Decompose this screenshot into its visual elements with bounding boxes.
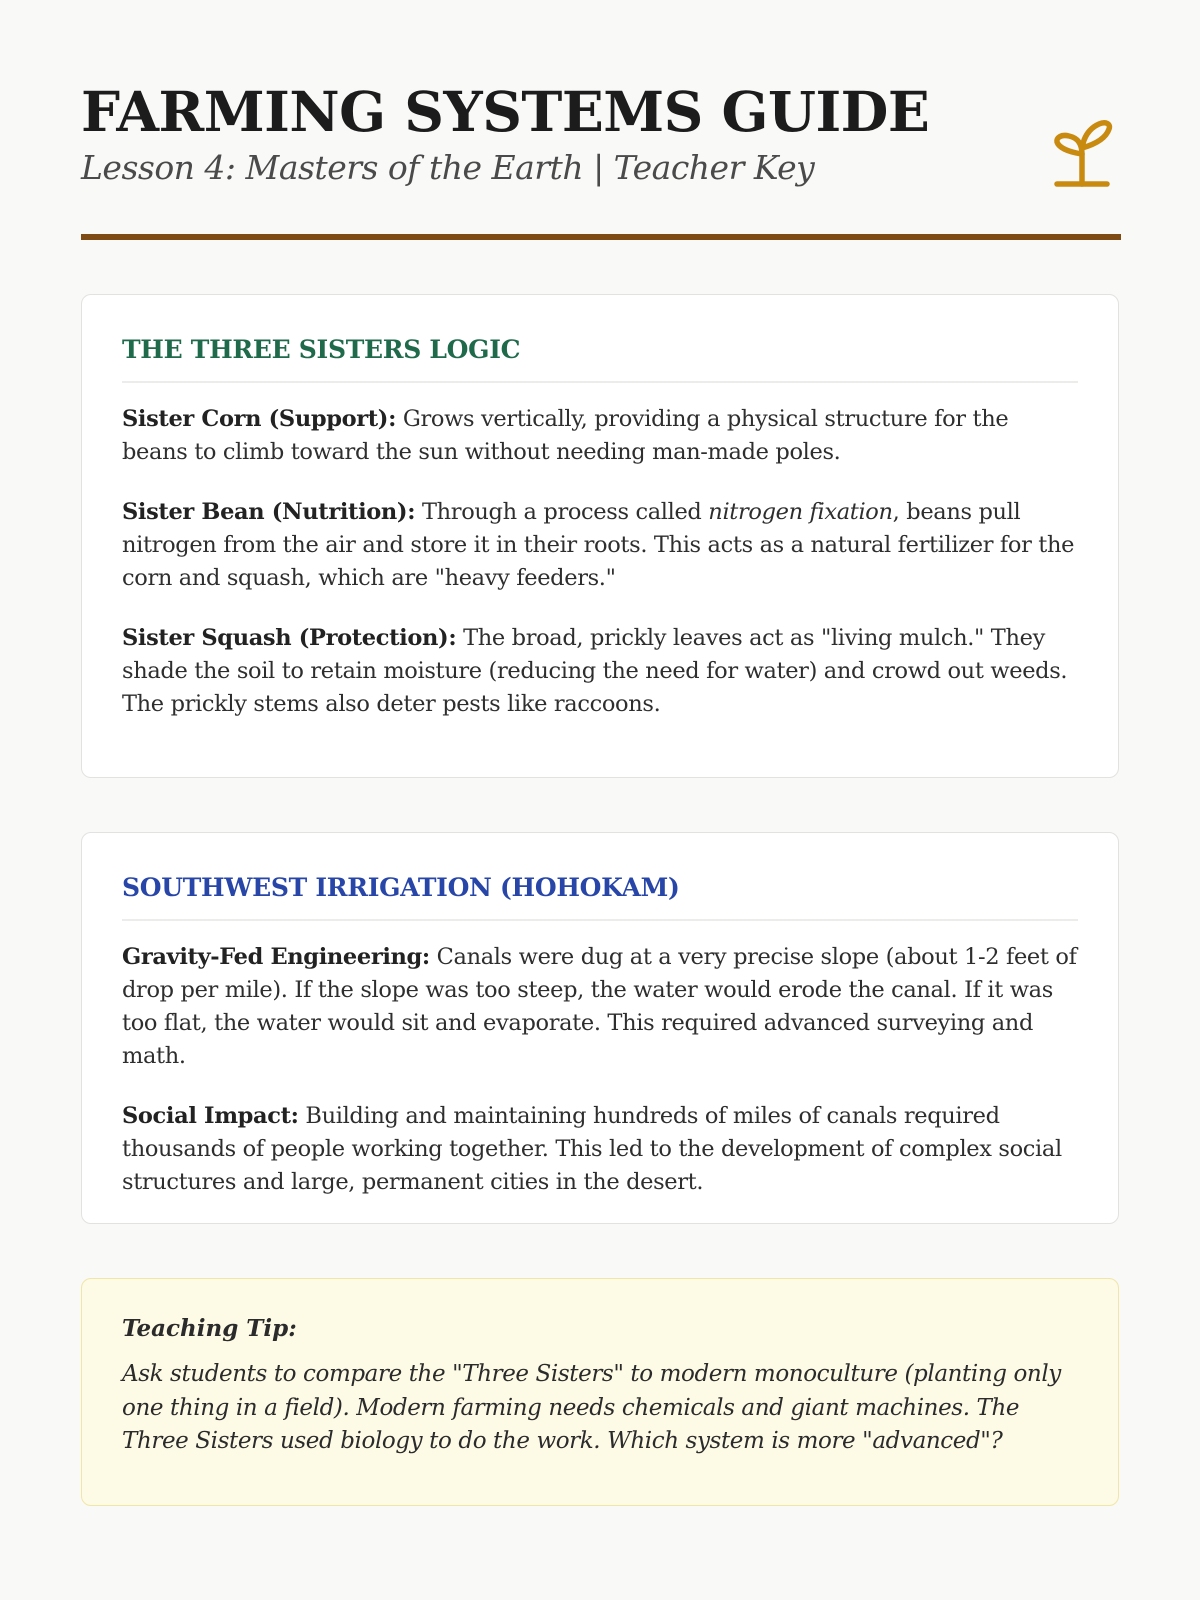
social-impact-text: Building and maintaining hundreds of miles of canals required thousands of people working together. This led to the development of complex social structures and large, permanent cities in the desert. xyxy=(122,1103,1062,1195)
page-title: FARMING SYSTEMS GUIDE xyxy=(81,79,930,144)
sprout-icon xyxy=(1051,118,1115,190)
teaching-tip-box xyxy=(81,1278,1119,1506)
sister-bean-text-before: Through a process called xyxy=(415,499,709,525)
sister-squash-label: Sister Squash (Protection): xyxy=(122,625,457,651)
teaching-tip-label: Teaching Tip: xyxy=(122,1315,297,1342)
sister-corn-label: Sister Corn (Support): xyxy=(122,406,397,432)
social-impact-label: Social Impact: xyxy=(122,1103,299,1129)
three-sisters-heading: THE THREE SISTERS LOGIC xyxy=(122,335,1078,383)
gravity-fed-label: Gravity-Fed Engineering: xyxy=(122,944,430,970)
header xyxy=(81,0,1121,242)
gravity-fed-paragraph xyxy=(122,941,1078,1073)
social-impact-paragraph xyxy=(122,1100,1078,1199)
sister-corn-paragraph xyxy=(122,403,1078,469)
nitrogen-fixation-term: nitrogen fixation xyxy=(708,499,893,525)
teaching-tip-text: Ask students to compare the "Three Sisters" to modern monoculture (planting only one thing in a field). Modern farming needs chemicals and giant machines. The Three Sisters used biology to do the work. Which system is more "advanced"? xyxy=(122,1361,1061,1454)
sister-squash-text: The broad, prickly leaves act as "living mulch." They shade the soil to retain moisture (reducing the need for water) and crowd out weeds. The prickly stems also deter pests like raccoons. xyxy=(122,625,1068,717)
sister-bean-text-after: , beans pull nitrogen from the air and store it in their roots. This acts as a natural fertilizer for the corn and squash, which are "heavy feeders." xyxy=(122,499,1075,591)
page xyxy=(81,0,1121,1454)
three-sisters-card xyxy=(81,294,1119,778)
irrigation-card xyxy=(81,832,1119,1224)
sister-bean-paragraph xyxy=(122,496,1078,595)
header-divider xyxy=(81,234,1121,240)
sister-corn-text: Grows vertically, providing a physical structure for the beans to climb toward the sun without needing man-made poles. xyxy=(122,406,1009,465)
sister-squash-paragraph xyxy=(122,622,1078,721)
page-subtitle: Lesson 4: Masters of the Earth | Teacher Key xyxy=(81,148,815,187)
irrigation-heading: SOUTHWEST IRRIGATION (HOHOKAM) xyxy=(122,873,1078,921)
gravity-fed-text: Canals were dug at a very precise slope (about 1-2 feet of drop per mile). If the slope was too steep, the water would erode the canal. If it was too flat, the water would sit and evaporate. This required advanced surveying and math. xyxy=(122,944,1077,1069)
sister-bean-label: Sister Bean (Nutrition): xyxy=(122,499,416,525)
